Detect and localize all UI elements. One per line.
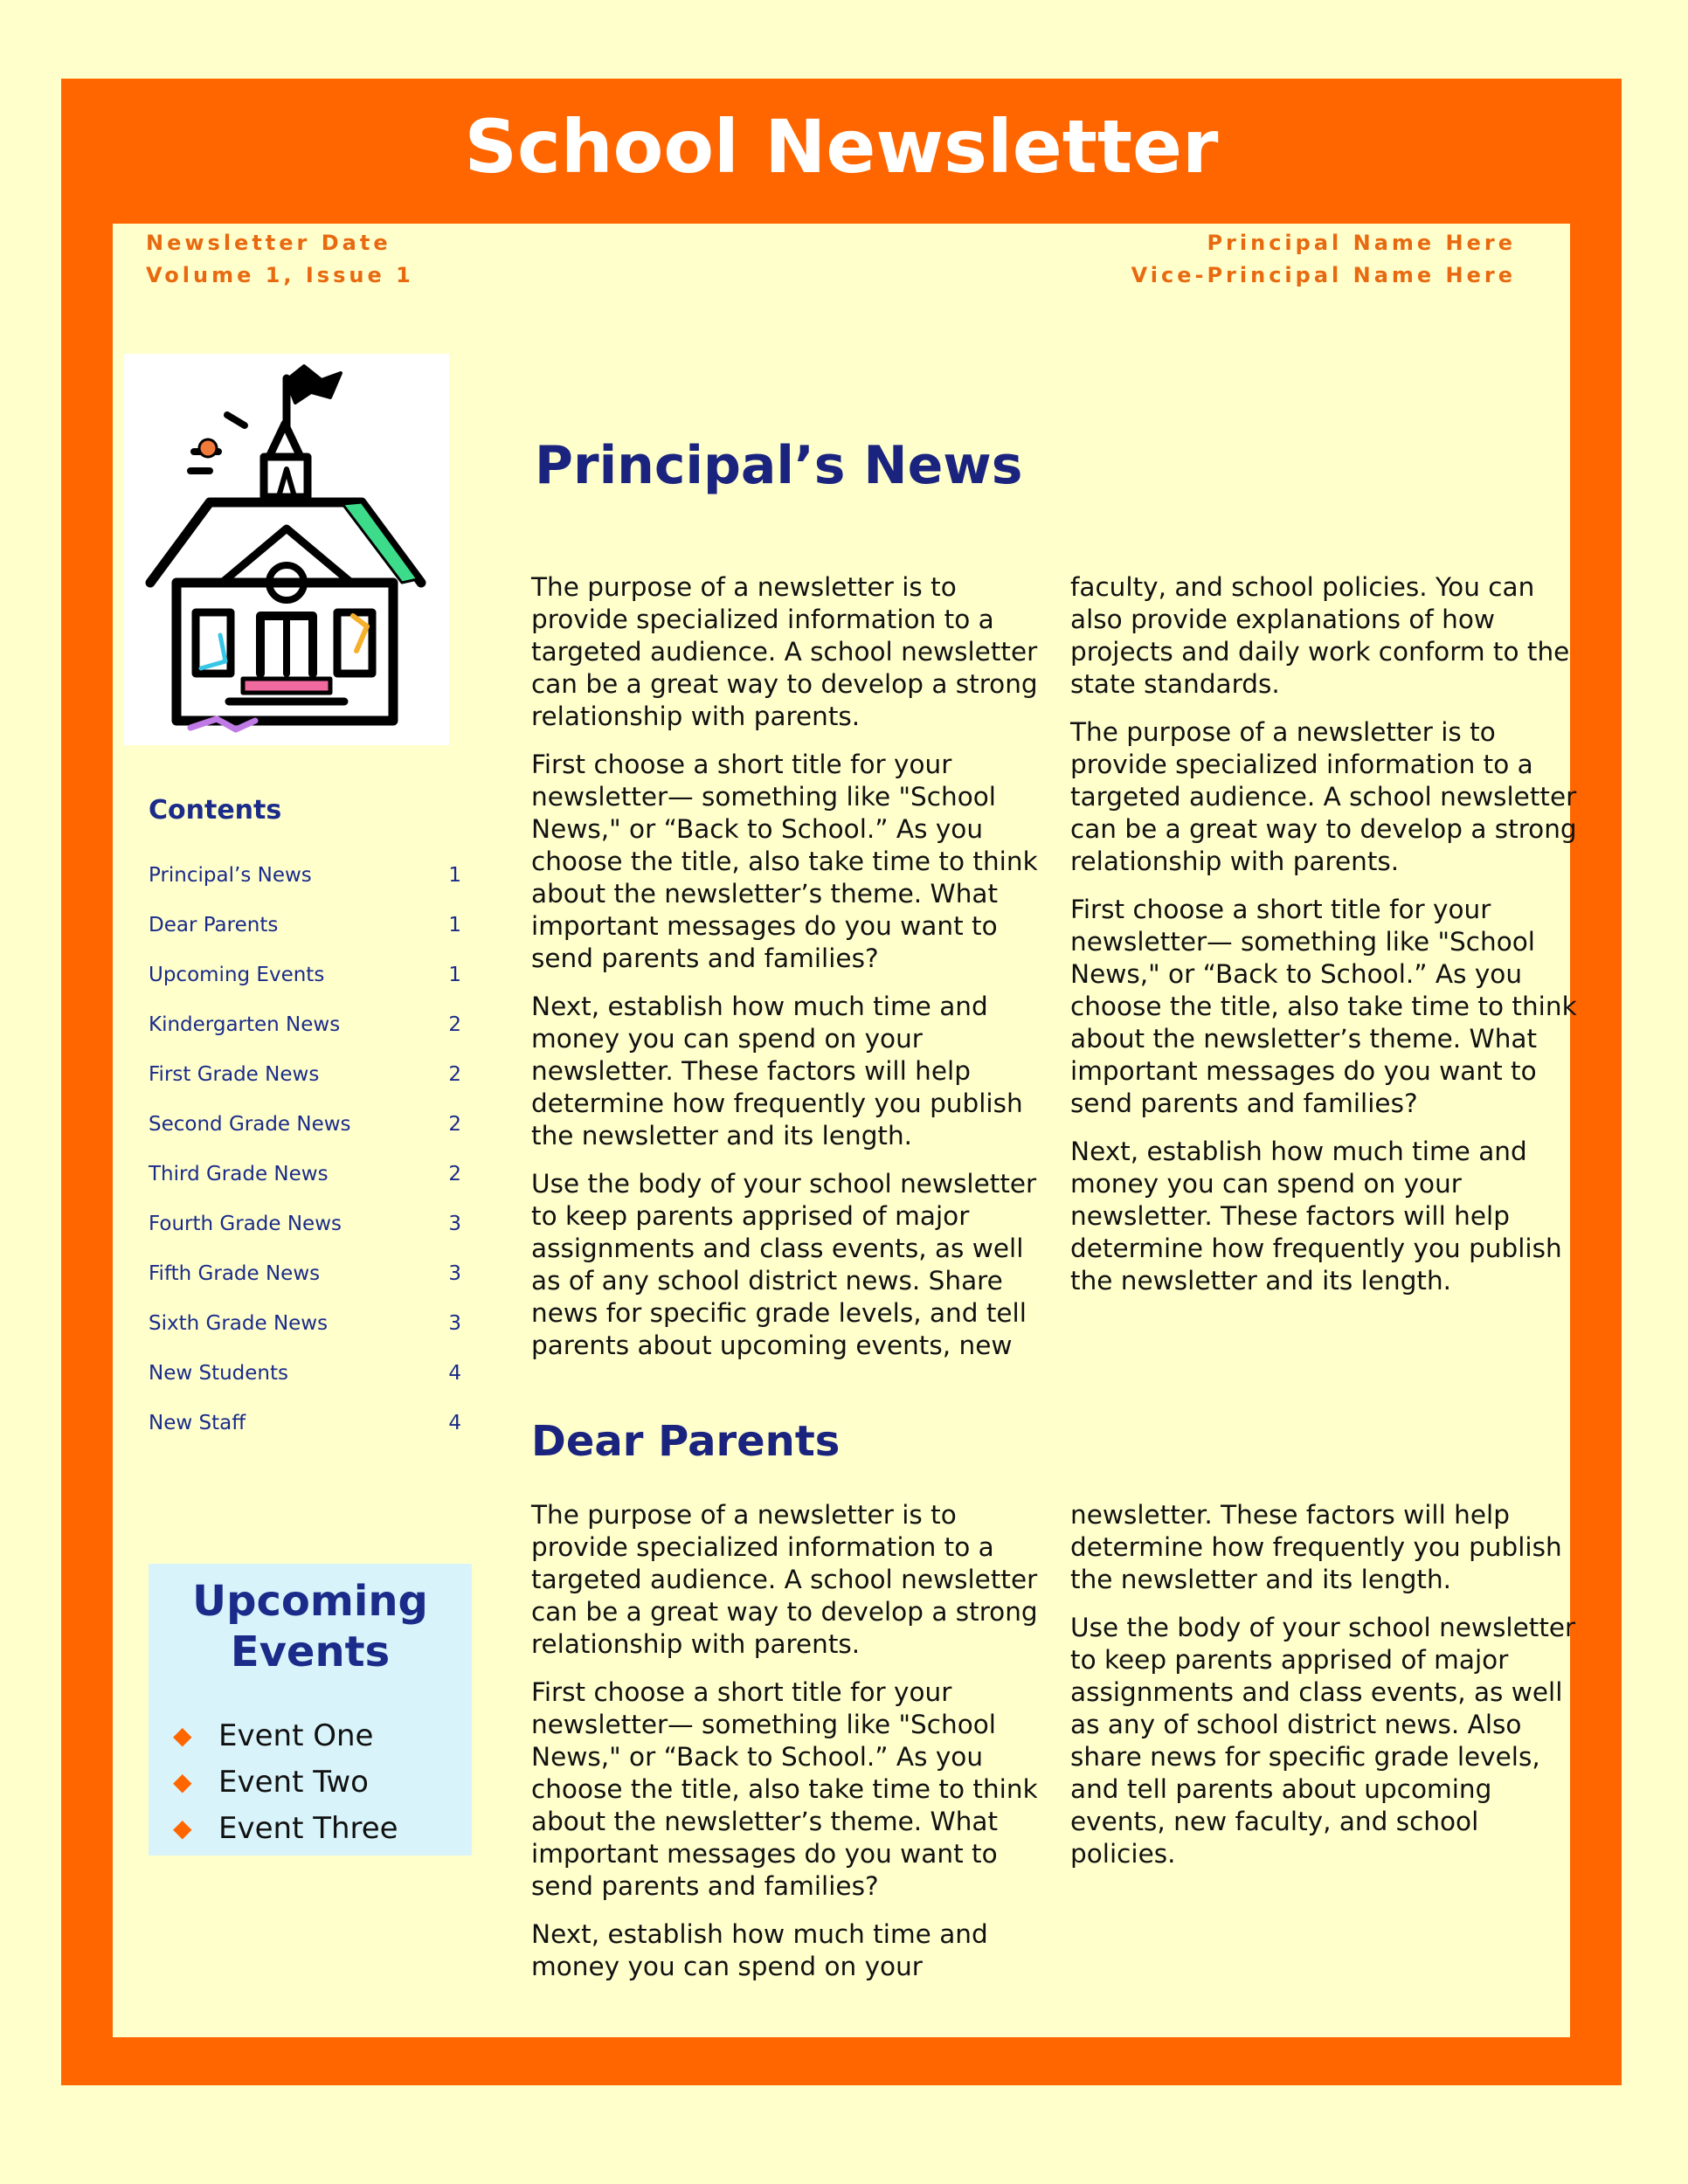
events-list	[173, 1712, 472, 1851]
principal-name: Principal Name Here	[1207, 231, 1516, 255]
toc-page: 2	[448, 1113, 461, 1136]
toc-page: 4	[448, 1362, 461, 1385]
dear-parents-col2	[1070, 1499, 1586, 1886]
paragraph: Next, establish how much time and money you can spend on your newsletter. These factors will help determine how frequently you publish the newsletter and its length.	[1070, 1137, 1562, 1296]
vice-principal-name: Vice-Principal Name Here	[1131, 263, 1516, 287]
toc-page: 2	[448, 1013, 461, 1036]
paragraph: The purpose of a newsletter is to provide specialized information to a targeted audience. A school newsletter can be a great way to develop a strong relationship with parents.	[1070, 717, 1577, 876]
principal-news-col1	[531, 571, 1047, 1378]
diamond-bullet-icon: ◆	[173, 1814, 192, 1842]
event-item: ◆ Event One	[173, 1717, 374, 1753]
event-item: ◆ Event Two	[173, 1764, 369, 1800]
paragraph: Use the body of your school newsletter to keep parents apprised of major assignments and class events, as well as of any school district news. Share news for specific grade levels, and tell parents about upcoming events, new	[531, 1169, 1037, 1360]
paragraph: Use the body of your school newsletter to keep parents apprised of major assignments and class events, as well as any of school district news. Also share news for specific grade levels, and tell parents about upcoming events, new faculty, and school policies.	[1070, 1613, 1576, 1869]
meta-right	[1131, 227, 1516, 292]
toc-item: New Staff 4	[149, 1406, 461, 1455]
toc-page: 3	[448, 1262, 461, 1285]
newsletter-date: Newsletter Date	[146, 231, 391, 255]
paragraph: newsletter. These factors will help determine how frequently you publish the newsletter and its length.	[1070, 1500, 1562, 1594]
principal-news-heading: Principal’s News	[535, 435, 1023, 496]
toc-page: 1	[448, 864, 461, 887]
paragraph: The purpose of a newsletter is to provide specialized information to a targeted audience. A school newsletter can be a great way to develop a strong relationship with parents.	[531, 1500, 1038, 1659]
newsletter-title: School Newsletter	[464, 104, 1219, 190]
diamond-bullet-icon: ◆	[173, 1767, 192, 1796]
toc-item: Dear Parents 1	[149, 908, 461, 957]
events-heading: Upcoming Events	[192, 1577, 428, 1676]
paragraph: Next, establish how much time and money you can spend on your	[531, 1919, 988, 1981]
meta-left	[146, 227, 414, 292]
toc-page: 4	[448, 1412, 461, 1434]
toc-item: Second Grade News 2	[149, 1107, 461, 1157]
paragraph: First choose a short title for your newsletter— something like "School News," or “Back to School.” As you choose the title, also take time to think about the newsletter’s theme. What important messages do you want to send parents and families?	[1070, 895, 1577, 1118]
toc-page: 2	[448, 1163, 461, 1185]
event-item: ◆ Event Three	[173, 1810, 398, 1846]
toc-item: Sixth Grade News 3	[149, 1306, 461, 1356]
toc-page: 1	[448, 964, 461, 986]
contents-heading: Contents	[149, 795, 282, 826]
volume-issue: Volume 1, Issue 1	[146, 263, 414, 287]
paragraph: First choose a short title for your newsletter— something like "School News," or “Back to School.” As you choose the title, also take time to think about the newsletter’s theme. What important messages do you want to send parents and families?	[531, 1677, 1038, 1901]
upcoming-events-box	[149, 1564, 472, 1856]
dear-parents-col1	[531, 1499, 1047, 1999]
dear-parents-heading: Dear Parents	[531, 1417, 841, 1466]
toc-item: First Grade News 2	[149, 1057, 461, 1107]
toc-item: Kindergarten News 2	[149, 1007, 461, 1057]
toc-page: 3	[448, 1312, 461, 1335]
toc-page: 3	[448, 1213, 461, 1235]
paragraph: First choose a short title for your newsletter— something like "School News," or “Back to School.” As you choose the title, also take time to think about the newsletter’s theme. What important messages do you want to send parents and families?	[531, 750, 1038, 973]
toc-page: 1	[448, 914, 461, 936]
toc-item: Fourth Grade News 3	[149, 1206, 461, 1256]
table-of-contents	[149, 858, 461, 1455]
paragraph: Next, establish how much time and money you can spend on your newsletter. These factors will help determine how frequently you publish the newsletter and its length.	[531, 992, 1023, 1151]
toc-item: Upcoming Events 1	[149, 957, 461, 1007]
paragraph: The purpose of a newsletter is to provide specialized information to a targeted audience. A school newsletter can be a great way to develop a strong relationship with parents.	[531, 572, 1038, 731]
toc-item: Fifth Grade News 3	[149, 1256, 461, 1306]
toc-item: New Students 4	[149, 1356, 461, 1406]
diamond-bullet-icon: ◆	[173, 1721, 192, 1750]
paragraph: faculty, and school policies. You can also provide explanations of how projects and daily work conform to the state standards.	[1070, 572, 1570, 699]
toc-item: Principal’s News 1	[149, 858, 461, 908]
toc-page: 2	[448, 1063, 461, 1086]
principal-news-col2	[1070, 571, 1586, 1313]
toc-item: Third Grade News 2	[149, 1157, 461, 1206]
schoolhouse-icon	[124, 354, 449, 745]
